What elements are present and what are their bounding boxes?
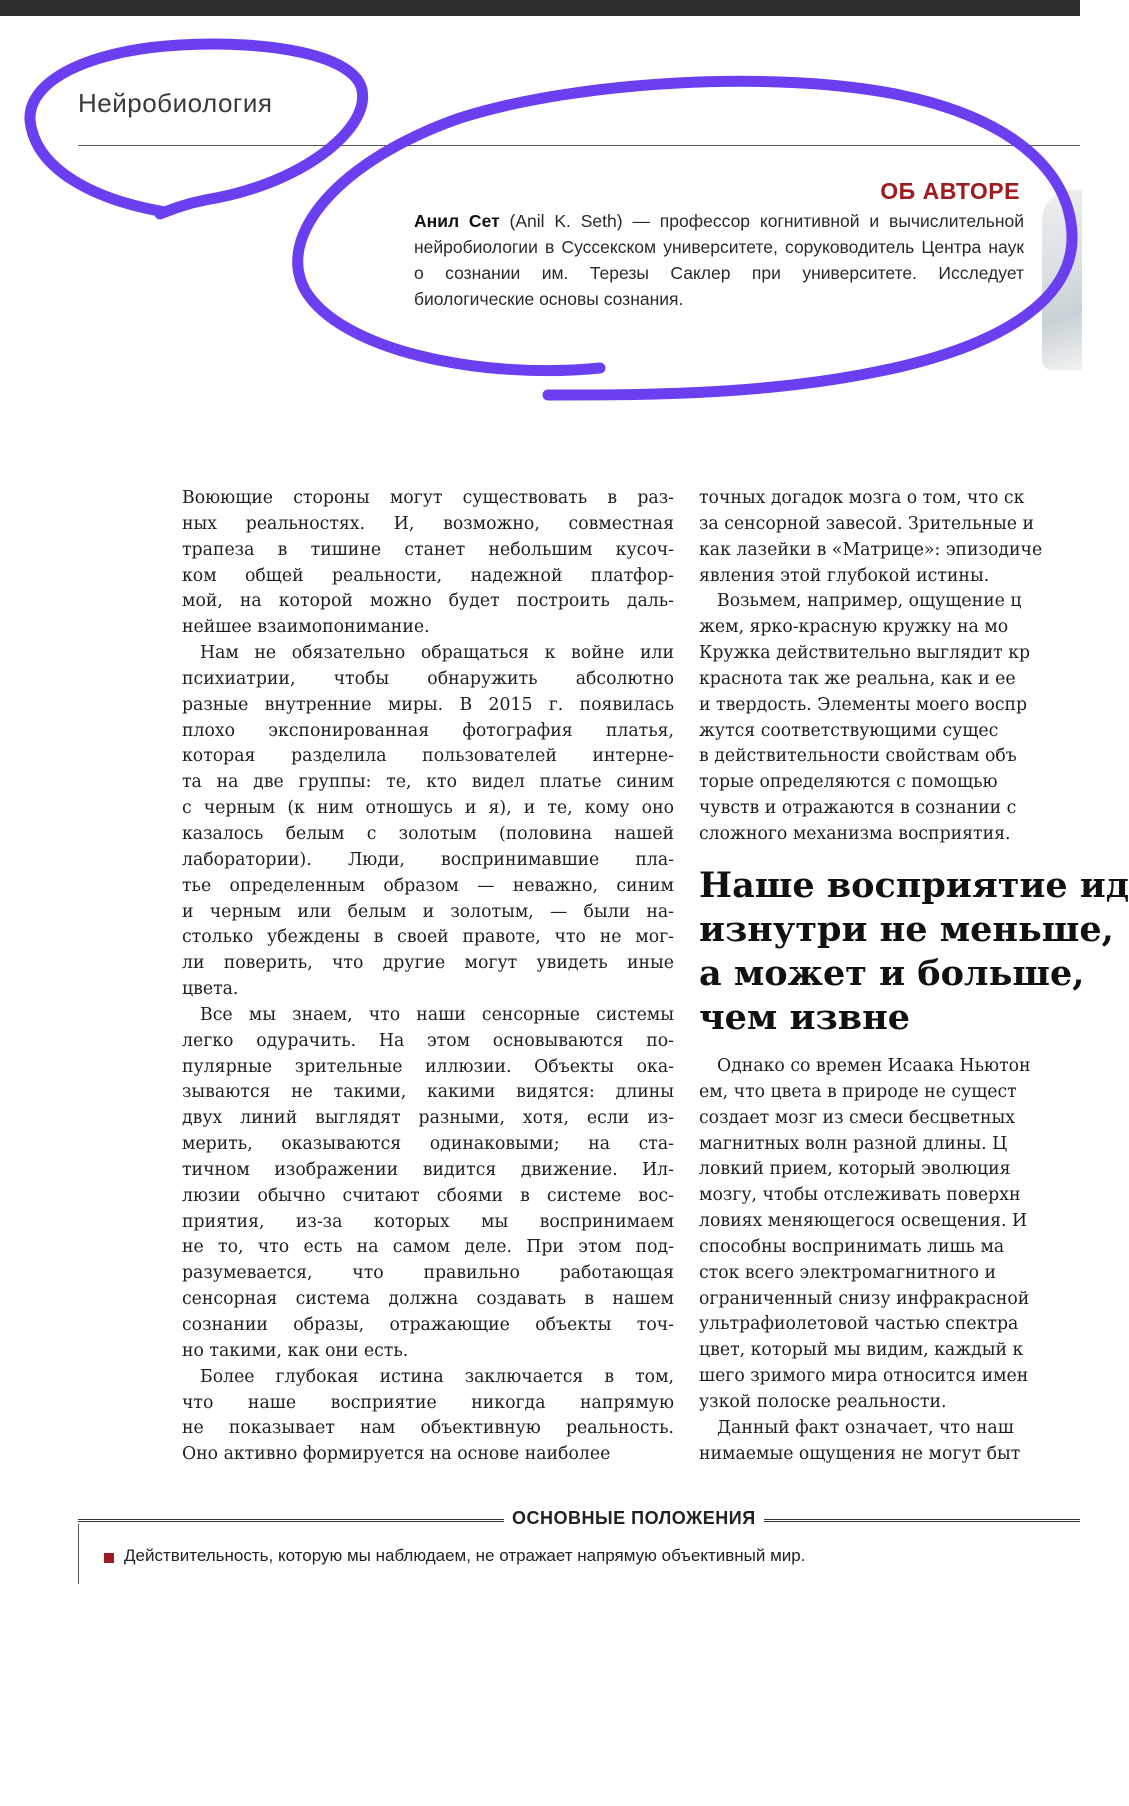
header-rule bbox=[78, 145, 1080, 146]
text-line: сложного механизма восприятия. bbox=[699, 823, 1011, 844]
text-line: Все мы знаем, что наши сенсорные системы bbox=[200, 1004, 674, 1025]
text-line: цвет, который мы видим, каждый к bbox=[699, 1340, 1024, 1361]
text-line: тье определенным образом — неважно, синим bbox=[182, 875, 674, 896]
key-point-item: Действительность, которую мы наблюдаем, не отражает напрямую объективный мир. bbox=[124, 1546, 806, 1565]
text-line: лаборатории). Люди, воспринимавшие пла- bbox=[182, 849, 674, 870]
text-line: чувств и отражаются в сознании с bbox=[699, 798, 1017, 819]
text-line: которая разделила пользователей интерне- bbox=[182, 746, 674, 767]
text-line: ем, что цвета в природе не сущест bbox=[699, 1081, 1017, 1102]
text-line: ультрафиолетовой частью спектра bbox=[699, 1314, 1019, 1335]
text-line: точных догадок мозга о том, что ск bbox=[699, 488, 1025, 508]
text-line: зываются не такими, какими видятся: длины bbox=[182, 1082, 674, 1103]
text-line: но такими, как они есть. bbox=[182, 1340, 409, 1361]
text-line: создает мозг из смеси бесцветных bbox=[699, 1107, 1015, 1128]
text-line: тичном изображении видится движение. Ил- bbox=[182, 1159, 674, 1180]
text-line: Кружка действительно выглядит кр bbox=[699, 643, 1031, 664]
text-line: Однако со времен Исаака Ньютон bbox=[717, 1056, 1031, 1076]
author-bio-text: (Anil K. Seth) — профессор когнитивной и вычислительной нейробиологии в Суссекском университете, соруководитель Центра наук о сознании им. Терезы Саклер при университете. Исследует биологические основы сознания. bbox=[414, 211, 1025, 309]
text-line: люзии обычно считают сбоями в системе вос- bbox=[182, 1185, 674, 1206]
right-text-column bbox=[699, 486, 1080, 862]
text-line: цвета. bbox=[182, 979, 239, 1000]
key-points-title: ОСНОВНЫЕ ПОЛОЖЕНИЯ bbox=[512, 1508, 756, 1528]
text-line: мозгу, чтобы отслеживать поверхн bbox=[699, 1185, 1021, 1206]
text-line: ограниченный снизу инфракрасной bbox=[699, 1288, 1030, 1309]
text-line: плохо экспонированная фотография платья, bbox=[182, 720, 674, 741]
text-line: пулярные зрительные иллюзии. Объекты ока- bbox=[182, 1056, 674, 1077]
left-text-column bbox=[182, 486, 674, 1806]
text-line: краснота так же реальна, как и ее bbox=[699, 668, 1016, 689]
text-line: приятия, из-за которых мы воспринимаем bbox=[182, 1211, 674, 1232]
text-line: сток всего электромагнитного и bbox=[699, 1262, 997, 1283]
text-line: психиатрии, чтобы обнаружить абсолютно bbox=[182, 668, 674, 689]
text-line: не показывает нам объективную реальность. bbox=[182, 1418, 674, 1439]
text-line: нейшее взаимопонимание. bbox=[182, 617, 430, 638]
text-line: торые определяются с помощью bbox=[699, 772, 998, 793]
top-bar bbox=[0, 0, 1080, 16]
text-line: Воюющие стороны могут существовать в раз- bbox=[182, 488, 674, 508]
pull-quote-line: Наше восприятие ид bbox=[699, 865, 1129, 906]
annotation-circle-section bbox=[30, 44, 363, 214]
text-line: Более глубокая истина заключается в том, bbox=[200, 1366, 674, 1387]
text-line: способны воспринимать лишь ма bbox=[699, 1236, 1005, 1257]
text-line: мой, на которой можно будет построить даль- bbox=[182, 591, 674, 612]
text-line: разные внутренние миры. В 2015 г. появилась bbox=[182, 694, 674, 715]
pull-quote-line: изнутри не меньше, bbox=[699, 909, 1114, 950]
text-line: легко одурачить. На этом основываются по- bbox=[182, 1030, 674, 1051]
text-line: жем, ярко-красную кружку на мо bbox=[699, 617, 1009, 638]
about-author-heading: ОБ АВТОРЕ bbox=[880, 178, 1020, 204]
text-line: Оно активно формируется на основе наиболее bbox=[182, 1444, 611, 1465]
text-line: казалось белым с золотым (половина нашей bbox=[182, 823, 674, 844]
about-author-bio bbox=[414, 208, 1024, 312]
text-line: ловкий прием, который эволюция bbox=[699, 1159, 1011, 1180]
text-line: трапеза в тишине станет небольшим кусоч- bbox=[182, 539, 674, 560]
text-line: ных реальностях. И, возможно, совместная bbox=[182, 513, 674, 534]
text-line: и черным или белым и золотым, — были на- bbox=[182, 901, 674, 922]
text-line: узкой полоске реальности. bbox=[699, 1391, 947, 1412]
text-line: Данный факт означает, что наш bbox=[717, 1417, 1014, 1438]
text-line: явления этой глубокой истины. bbox=[699, 565, 990, 586]
author-name: Анил Сет bbox=[414, 211, 500, 231]
text-line: ли поверить, что другие могут увидеть иные bbox=[182, 953, 674, 974]
text-line: магнитных волн разной длины. Ц bbox=[699, 1133, 1008, 1154]
text-line: что наше восприятие никогда напрямую bbox=[182, 1392, 674, 1413]
pull-quote-line: чем извне bbox=[699, 997, 910, 1038]
author-photo bbox=[1042, 190, 1082, 370]
text-line: жутся соответствующими сущес bbox=[699, 720, 999, 741]
pull-quote bbox=[699, 864, 1129, 1040]
text-line: шего зримого мира относится имен bbox=[699, 1366, 1029, 1387]
right-text-column-continued bbox=[699, 1054, 1080, 1474]
text-line: за сенсорной завесой. Зрительные и bbox=[699, 513, 1035, 534]
text-line: нимаемые ощущения не могут быт bbox=[699, 1443, 1021, 1464]
text-line: не то, что есть на самом деле. При этом под- bbox=[182, 1237, 674, 1258]
section-label: Нейробиология bbox=[78, 88, 273, 118]
text-line: мерить, оказываются одинаковыми; на ста- bbox=[182, 1134, 674, 1155]
text-line: сенсорная система должна создавать в нашем bbox=[182, 1289, 674, 1310]
bullet-square-icon bbox=[104, 1553, 114, 1563]
text-line: Возьмем, например, ощущение ц bbox=[717, 591, 1022, 612]
text-line: Нам не обязательно обращаться к войне или bbox=[200, 643, 674, 664]
text-line: в действительности свойствам объ bbox=[699, 746, 1017, 767]
text-line: двух линий выглядят разными, хотя, если из- bbox=[182, 1108, 674, 1129]
text-line: ловиях меняющегося освещения. И bbox=[699, 1211, 1028, 1232]
text-line: столько убеждены в своей правоте, что не мог- bbox=[182, 927, 674, 948]
text-line: и твердость. Элементы моего воспр bbox=[699, 694, 1028, 715]
text-line: с черным (к ним отношусь и я), и те, кому оно bbox=[182, 798, 674, 819]
text-line: сознании образы, отражающие объекты точ- bbox=[182, 1315, 674, 1335]
text-line: ком общей реальности, надежной платфор- bbox=[182, 565, 674, 586]
text-line: та на две группы: те, кто видел платье синим bbox=[182, 772, 674, 793]
pull-quote-line: а может и больше, bbox=[699, 953, 1085, 994]
text-line: разумевается, что правильно работающая bbox=[182, 1263, 674, 1284]
text-line: как лазейки в «Матрице»: эпизодиче bbox=[699, 539, 1043, 560]
